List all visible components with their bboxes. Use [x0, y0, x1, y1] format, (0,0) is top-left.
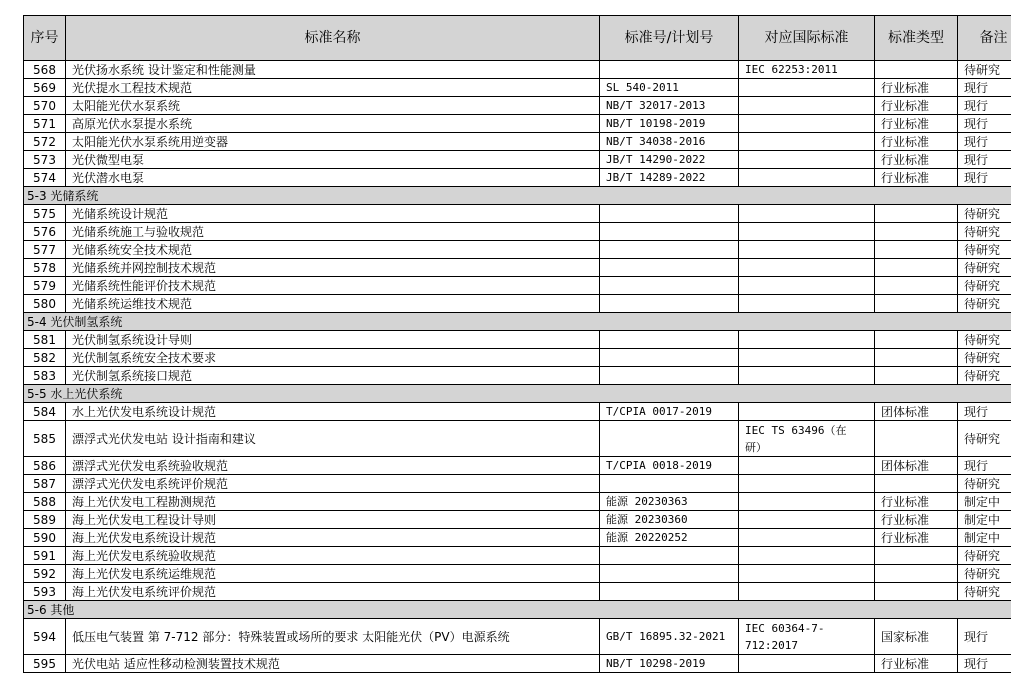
- cell-standard-code: [600, 565, 739, 583]
- cell-standard-code: NB/T 10298-2019: [600, 655, 739, 673]
- cell-serial-number: 585: [24, 421, 66, 457]
- table-row: [24, 61, 1011, 79]
- cell-serial-number: 577: [24, 241, 66, 259]
- cell-standard-name: 光伏潜水电泵: [66, 169, 600, 187]
- cell-remarks: 待研究: [958, 331, 1011, 349]
- table-row: [24, 511, 1011, 529]
- cell-standard-type: [875, 295, 958, 313]
- table-row: [24, 241, 1011, 259]
- cell-standard-type: 行业标准: [875, 151, 958, 169]
- cell-standard-type: [875, 259, 958, 277]
- cell-international-standard: [739, 367, 875, 385]
- header-standard-type: 标准类型: [875, 16, 958, 61]
- cell-standard-code: [600, 475, 739, 493]
- cell-international-standard: [739, 169, 875, 187]
- cell-serial-number: 576: [24, 223, 66, 241]
- cell-remarks: 待研究: [958, 259, 1011, 277]
- cell-remarks: 现行: [958, 151, 1011, 169]
- section-row: [24, 187, 1011, 205]
- cell-standard-code: JB/T 14290-2022: [600, 151, 739, 169]
- cell-international-standard: [739, 133, 875, 151]
- cell-standard-name: 光伏扬水系统 设计鉴定和性能测量: [66, 61, 600, 79]
- cell-international-standard: [739, 277, 875, 295]
- cell-international-standard: [739, 529, 875, 547]
- cell-standard-code: NB/T 10198-2019: [600, 115, 739, 133]
- cell-standard-type: [875, 205, 958, 223]
- table-row: [24, 205, 1011, 223]
- cell-remarks: 待研究: [958, 61, 1011, 79]
- header-standard-code: 标准号/计划号: [600, 16, 739, 61]
- cell-standard-name: 光伏微型电泵: [66, 151, 600, 169]
- cell-standard-name: 光储系统运维技术规范: [66, 295, 600, 313]
- cell-standard-code: [600, 349, 739, 367]
- cell-international-standard: IEC TS 63496（在研）: [739, 421, 875, 457]
- cell-standard-code: [600, 331, 739, 349]
- cell-remarks: 现行: [958, 115, 1011, 133]
- cell-standard-name: 漂浮式光伏发电站 设计指南和建议: [66, 421, 600, 457]
- cell-serial-number: 568: [24, 61, 66, 79]
- cell-standard-name: 光伏制氢系统安全技术要求: [66, 349, 600, 367]
- cell-remarks: 现行: [958, 133, 1011, 151]
- cell-standard-code: 能源 20230363: [600, 493, 739, 511]
- cell-standard-name: 太阳能光伏水泵系统用逆变器: [66, 133, 600, 151]
- cell-standard-name: 海上光伏发电系统运维规范: [66, 565, 600, 583]
- table-row: [24, 259, 1011, 277]
- cell-remarks: 待研究: [958, 367, 1011, 385]
- cell-standard-name: 海上光伏发电工程勘测规范: [66, 493, 600, 511]
- cell-international-standard: [739, 115, 875, 133]
- section-row: [24, 601, 1011, 619]
- table-row: [24, 493, 1011, 511]
- cell-serial-number: 592: [24, 565, 66, 583]
- table-row: [24, 655, 1011, 673]
- cell-standard-code: [600, 421, 739, 457]
- cell-international-standard: [739, 349, 875, 367]
- cell-serial-number: 586: [24, 457, 66, 475]
- cell-standard-type: [875, 277, 958, 295]
- cell-serial-number: 573: [24, 151, 66, 169]
- cell-serial-number: 571: [24, 115, 66, 133]
- cell-remarks: 待研究: [958, 547, 1011, 565]
- cell-serial-number: 580: [24, 295, 66, 313]
- cell-standard-type: [875, 547, 958, 565]
- cell-serial-number: 578: [24, 259, 66, 277]
- cell-serial-number: 595: [24, 655, 66, 673]
- cell-international-standard: [739, 475, 875, 493]
- cell-international-standard: [739, 151, 875, 169]
- cell-international-standard: [739, 259, 875, 277]
- cell-standard-type: 国家标准: [875, 619, 958, 655]
- table-row: [24, 349, 1011, 367]
- table-row: [24, 583, 1011, 601]
- cell-remarks: 现行: [958, 457, 1011, 475]
- section-row: [24, 385, 1011, 403]
- cell-standard-code: [600, 277, 739, 295]
- cell-standard-code: JB/T 14289-2022: [600, 169, 739, 187]
- cell-remarks: 待研究: [958, 565, 1011, 583]
- table-row: [24, 151, 1011, 169]
- cell-standard-type: 行业标准: [875, 511, 958, 529]
- cell-international-standard: [739, 547, 875, 565]
- table-body: [24, 61, 1011, 673]
- cell-remarks: 现行: [958, 619, 1011, 655]
- cell-standard-code: [600, 547, 739, 565]
- cell-standard-type: [875, 349, 958, 367]
- cell-remarks: 制定中: [958, 511, 1011, 529]
- cell-international-standard: [739, 565, 875, 583]
- cell-standard-code: [600, 259, 739, 277]
- cell-standard-type: [875, 61, 958, 79]
- cell-serial-number: 575: [24, 205, 66, 223]
- cell-standard-type: 团体标准: [875, 403, 958, 421]
- cell-serial-number: 587: [24, 475, 66, 493]
- cell-serial-number: 583: [24, 367, 66, 385]
- cell-standard-name: 海上光伏发电系统验收规范: [66, 547, 600, 565]
- cell-standard-code: NB/T 32017-2013: [600, 97, 739, 115]
- cell-standard-code: 能源 20220252: [600, 529, 739, 547]
- cell-remarks: 现行: [958, 655, 1011, 673]
- table-row: [24, 97, 1011, 115]
- cell-international-standard: [739, 331, 875, 349]
- cell-standard-code: T/CPIA 0017-2019: [600, 403, 739, 421]
- cell-standard-code: [600, 205, 739, 223]
- table-row: [24, 223, 1011, 241]
- header-standard-name: 标准名称: [66, 16, 600, 61]
- table-row: [24, 295, 1011, 313]
- cell-standard-type: [875, 367, 958, 385]
- table-row: [24, 547, 1011, 565]
- cell-international-standard: [739, 241, 875, 259]
- cell-remarks: 待研究: [958, 241, 1011, 259]
- cell-standard-code: [600, 583, 739, 601]
- cell-remarks: 制定中: [958, 493, 1011, 511]
- cell-standard-name: 高原光伏水泵提水系统: [66, 115, 600, 133]
- cell-standard-type: 行业标准: [875, 529, 958, 547]
- cell-standard-name: 光储系统并网控制技术规范: [66, 259, 600, 277]
- cell-standard-name: 水上光伏发电系统设计规范: [66, 403, 600, 421]
- cell-international-standard: [739, 457, 875, 475]
- cell-standard-name: 漂浮式光伏发电系统验收规范: [66, 457, 600, 475]
- table-row: [24, 169, 1011, 187]
- cell-standard-name: 光储系统设计规范: [66, 205, 600, 223]
- cell-remarks: 待研究: [958, 475, 1011, 493]
- cell-standard-code: SL 540-2011: [600, 79, 739, 97]
- cell-serial-number: 591: [24, 547, 66, 565]
- cell-standard-name: 海上光伏发电系统设计规范: [66, 529, 600, 547]
- header-serial-number: 序号: [24, 16, 66, 61]
- cell-standard-type: 团体标准: [875, 457, 958, 475]
- cell-serial-number: 593: [24, 583, 66, 601]
- header-international-standard: 对应国际标准: [739, 16, 875, 61]
- cell-serial-number: 581: [24, 331, 66, 349]
- cell-standard-type: [875, 583, 958, 601]
- cell-international-standard: [739, 583, 875, 601]
- cell-remarks: 现行: [958, 169, 1011, 187]
- table-row: [24, 133, 1011, 151]
- table-row: [24, 619, 1011, 655]
- table-row: [24, 565, 1011, 583]
- cell-standard-type: [875, 223, 958, 241]
- cell-remarks: 待研究: [958, 349, 1011, 367]
- cell-serial-number: 572: [24, 133, 66, 151]
- cell-standard-name: 海上光伏发电系统评价规范: [66, 583, 600, 601]
- table-header-row: [24, 16, 1011, 61]
- cell-remarks: 待研究: [958, 295, 1011, 313]
- table-row: [24, 79, 1011, 97]
- cell-standard-name: 太阳能光伏水泵系统: [66, 97, 600, 115]
- cell-standard-code: [600, 295, 739, 313]
- table-row: [24, 457, 1011, 475]
- cell-international-standard: [739, 511, 875, 529]
- cell-standard-name: 漂浮式光伏发电系统评价规范: [66, 475, 600, 493]
- cell-international-standard: [739, 295, 875, 313]
- cell-remarks: 待研究: [958, 583, 1011, 601]
- cell-international-standard: [739, 403, 875, 421]
- cell-standard-code: [600, 241, 739, 259]
- cell-standard-type: 行业标准: [875, 133, 958, 151]
- cell-international-standard: IEC 60364-7-712:2017: [739, 619, 875, 655]
- cell-standard-code: [600, 61, 739, 79]
- cell-standard-code: [600, 367, 739, 385]
- cell-international-standard: IEC 62253:2011: [739, 61, 875, 79]
- cell-serial-number: 588: [24, 493, 66, 511]
- cell-standard-type: 行业标准: [875, 169, 958, 187]
- standards-table: [23, 15, 1011, 673]
- table-row: [24, 421, 1011, 457]
- cell-standard-name: 光伏电站 适应性移动检测装置技术规范: [66, 655, 600, 673]
- cell-standard-name: 海上光伏发电工程设计导则: [66, 511, 600, 529]
- cell-international-standard: [739, 655, 875, 673]
- cell-standard-code: T/CPIA 0018-2019: [600, 457, 739, 475]
- cell-remarks: 现行: [958, 403, 1011, 421]
- cell-standard-name: 光伏制氢系统设计导则: [66, 331, 600, 349]
- cell-serial-number: 582: [24, 349, 66, 367]
- cell-serial-number: 584: [24, 403, 66, 421]
- cell-standard-code: 能源 20230360: [600, 511, 739, 529]
- table-row: [24, 529, 1011, 547]
- cell-standard-type: 行业标准: [875, 655, 958, 673]
- cell-international-standard: [739, 79, 875, 97]
- cell-remarks: 待研究: [958, 205, 1011, 223]
- cell-standard-type: 行业标准: [875, 493, 958, 511]
- table-row: [24, 331, 1011, 349]
- cell-standard-type: 行业标准: [875, 115, 958, 133]
- cell-serial-number: 579: [24, 277, 66, 295]
- cell-remarks: 待研究: [958, 421, 1011, 457]
- cell-standard-name: 光伏提水工程技术规范: [66, 79, 600, 97]
- cell-standard-name: 光储系统安全技术规范: [66, 241, 600, 259]
- cell-standard-code: [600, 223, 739, 241]
- cell-standard-type: [875, 421, 958, 457]
- cell-serial-number: 570: [24, 97, 66, 115]
- cell-standard-name: 光储系统性能评价技术规范: [66, 277, 600, 295]
- cell-standard-name: 光储系统施工与验收规范: [66, 223, 600, 241]
- cell-international-standard: [739, 205, 875, 223]
- table-row: [24, 115, 1011, 133]
- cell-standard-type: 行业标准: [875, 97, 958, 115]
- cell-serial-number: 569: [24, 79, 66, 97]
- cell-international-standard: [739, 223, 875, 241]
- cell-remarks: 待研究: [958, 223, 1011, 241]
- section-label: 5-6 其他: [24, 601, 1011, 619]
- table-row: [24, 475, 1011, 493]
- cell-standard-name: 低压电气装置 第 7-712 部分：特殊装置或场所的要求 太阳能光伏（PV）电源系统: [66, 619, 600, 655]
- cell-standard-name: 光伏制氢系统接口规范: [66, 367, 600, 385]
- table-row: [24, 277, 1011, 295]
- cell-serial-number: 594: [24, 619, 66, 655]
- cell-remarks: 制定中: [958, 529, 1011, 547]
- section-label: 5-3 光储系统: [24, 187, 1011, 205]
- section-label: 5-4 光伏制氢系统: [24, 313, 1011, 331]
- cell-standard-type: [875, 331, 958, 349]
- cell-standard-type: [875, 565, 958, 583]
- cell-standard-code: NB/T 34038-2016: [600, 133, 739, 151]
- cell-standard-type: [875, 475, 958, 493]
- cell-remarks: 现行: [958, 79, 1011, 97]
- table-row: [24, 367, 1011, 385]
- section-row: [24, 313, 1011, 331]
- header-remarks: 备注: [958, 16, 1011, 61]
- section-label: 5-5 水上光伏系统: [24, 385, 1011, 403]
- cell-standard-type: 行业标准: [875, 79, 958, 97]
- cell-serial-number: 589: [24, 511, 66, 529]
- cell-serial-number: 590: [24, 529, 66, 547]
- cell-international-standard: [739, 97, 875, 115]
- cell-serial-number: 574: [24, 169, 66, 187]
- cell-standard-type: [875, 241, 958, 259]
- table-row: [24, 403, 1011, 421]
- cell-remarks: 现行: [958, 97, 1011, 115]
- cell-standard-code: GB/T 16895.32-2021: [600, 619, 739, 655]
- cell-remarks: 待研究: [958, 277, 1011, 295]
- cell-international-standard: [739, 493, 875, 511]
